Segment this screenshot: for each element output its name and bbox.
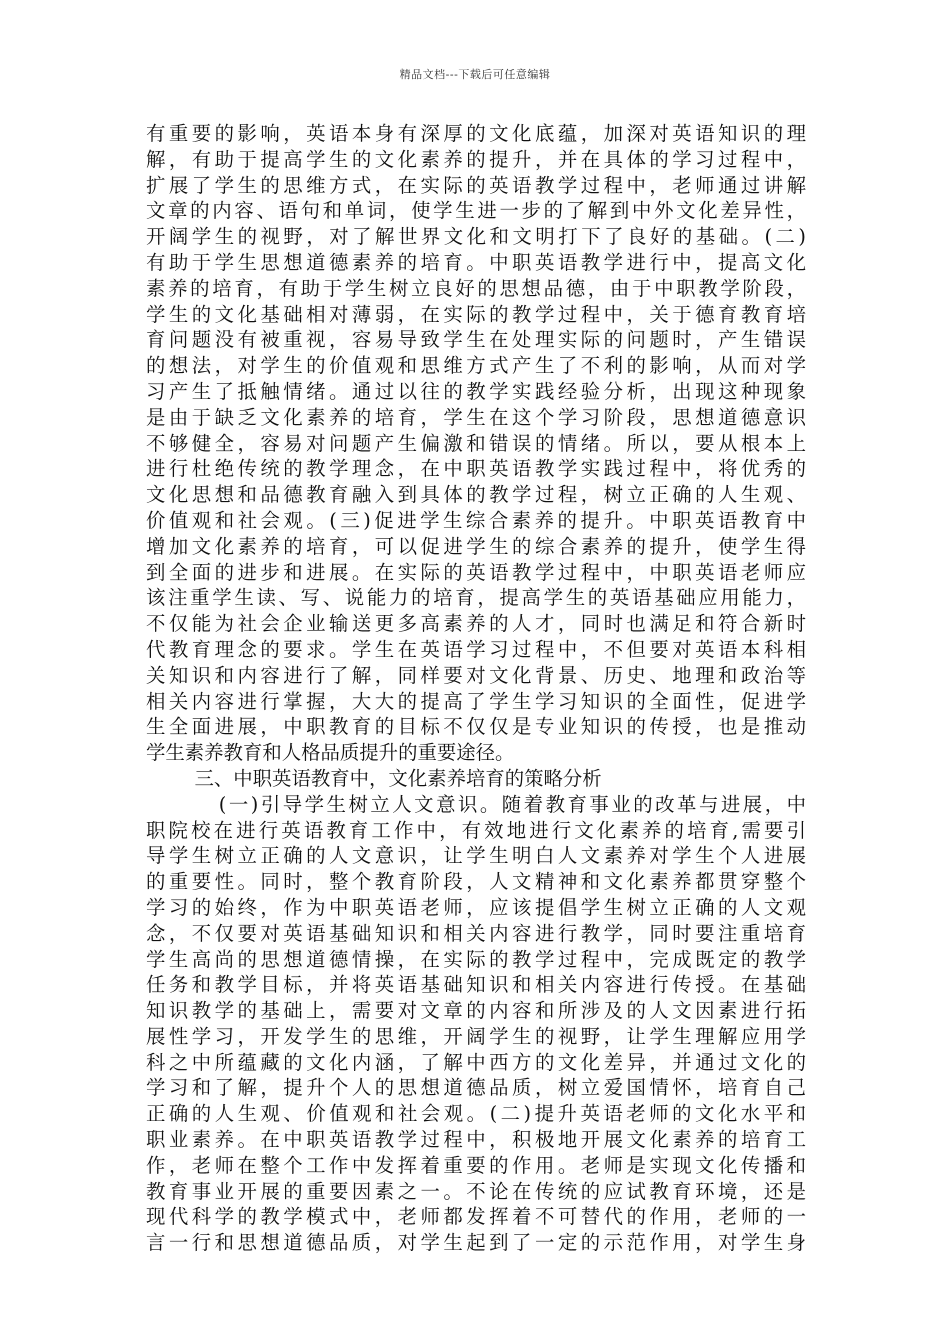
page-header: 精品文档---下载后可任意编辑	[399, 68, 551, 81]
text-line: 的想法，对学生的价值观和思维方式产生了不利的影响，从而对学	[146, 354, 806, 378]
text-line: 学生素养教育和人格品质提升的重要途径。	[146, 741, 515, 765]
text-line: 习产生了抵触情绪。通过以往的教学实践经验分析，出现这种现象	[146, 379, 806, 403]
text-line: 科之中所蕴藏的文化内涵，了解中西方的文化差异，并通过文化的	[146, 1050, 806, 1074]
text-line: 作，老师在整个工作中发挥着重要的作用。老师是实现文化传播和	[146, 1153, 806, 1177]
text-line: 学习的始终，作为中职英语老师，应该提倡学生树立正确的人文观	[146, 895, 806, 919]
text-line: 素养的培育，有助于学生树立良好的思想品德，由于中职教学阶段，	[146, 276, 806, 300]
text-line: 知识教学的基础上，需要对文章的内容和所涉及的人文因素进行拓	[146, 999, 806, 1023]
text-line: 现代科学的教学模式中，老师都发挥着不可替代的作用，老师的一	[146, 1205, 806, 1229]
text-line: 价值观和社会观。(三)促进学生综合素养的提升。中职英语教育中	[146, 508, 806, 532]
text-line: 文章的内容、语句和单词，使学生进一步的了解到中外文化差异性，	[146, 199, 806, 223]
text-line: 该注重学生读、写、说能力的培育，提高学生的英语基础应用能力，	[146, 586, 806, 610]
text-line: 有助于学生思想道德素养的培育。中职英语教学进行中，提高文化	[146, 250, 806, 274]
text-line: 解，有助于提高学生的文化素养的提升，并在具体的学习过程中，	[146, 147, 806, 171]
text-line: 念，不仅要对英语基础知识和相关内容进行教学，同时要注重培育	[146, 921, 806, 945]
text-line: 职业素养。在中职英语教学过程中，积极地开展文化素养的培育工	[146, 1128, 806, 1152]
text-line: 增加文化素养的培育，可以促进学生的综合素养的提升，使学生得	[146, 534, 806, 558]
text-line: (一)引导学生树立人文意识。随着教育事业的改革与进展，中	[218, 792, 806, 816]
text-line: 开阔学生的视野，对了解世界文化和文明打下了良好的基础。(二)	[146, 225, 806, 249]
text-line: 导学生树立正确的人文意识，让学生明白人文素养对学生个人进展	[146, 844, 806, 868]
text-line: 职院校在进行英语教育工作中，有效地进行文化素养的培育,需要引	[146, 818, 806, 842]
text-line: 学习和了解，提升个人的思想道德品质，树立爱国情怀，培育自己	[146, 1076, 806, 1100]
text-line: 学生的文化基础相对薄弱，在实际的教学过程中，关于德育教育培	[146, 302, 806, 326]
text-line: 到全面的进步和进展。在实际的英语教学过程中，中职英语老师应	[146, 560, 806, 584]
text-line: 三、中职英语教育中，文化素养培育的策略分析	[194, 766, 602, 790]
text-line: 关知识和内容进行了解，同样要对文化背景、历史、地理和政治等	[146, 663, 806, 687]
text-line: 代教育理念的要求。学生在英语学习过程中，不但要对英语本科相	[146, 637, 806, 661]
text-line: 的重要性。同时，整个教育阶段，人文精神和文化素养都贯穿整个	[146, 870, 806, 894]
text-line: 不够健全，容易对问题产生偏激和错误的情绪。所以，要从根本上	[146, 431, 806, 455]
text-line: 教育事业开展的重要因素之一。不论在传统的应试教育环境，还是	[146, 1179, 806, 1203]
text-line: 正确的人生观、价值观和社会观。(二)提升英语老师的文化水平和	[146, 1102, 806, 1126]
text-line: 展性学习，开发学生的思维，开阔学生的视野，让学生理解应用学	[146, 1024, 806, 1048]
document-body	[146, 121, 806, 1256]
text-line: 文化思想和品德教育融入到具体的教学过程，树立正确的人生观、	[146, 483, 806, 507]
text-line: 有重要的影响，英语本身有深厚的文化底蕴，加深对英语知识的理	[146, 122, 806, 145]
text-line: 扩展了学生的思维方式，在实际的英语教学过程中，老师通过讲解	[146, 173, 806, 197]
text-line: 生全面进展，中职教育的目标不仅仅是专业知识的传授，也是推动	[146, 715, 806, 739]
text-line: 学生高尚的思想道德情操，在实际的教学过程中，完成既定的教学	[146, 947, 806, 971]
text-line: 不仅能为社会企业输送更多高素养的人才，同时也满足和符合新时	[146, 612, 806, 636]
text-line: 言一行和思想道德品质，对学生起到了一定的示范作用，对学生身	[146, 1231, 806, 1255]
text-line: 任务和教学目标，并将英语基础知识和相关内容进行传授。在基础	[146, 973, 806, 997]
text-line: 进行杜绝传统的教学理念，在中职英语教学实践过程中，将优秀的	[146, 457, 806, 481]
text-line: 是由于缺乏文化素养的培育，学生在这个学习阶段，思想道德意识	[146, 405, 806, 429]
text-line: 相关内容进行掌握，大大的提高了学生学习知识的全面性，促进学	[146, 689, 806, 713]
text-line: 育问题没有被重视，容易导致学生在处理实际的问题时，产生错误	[146, 328, 806, 352]
